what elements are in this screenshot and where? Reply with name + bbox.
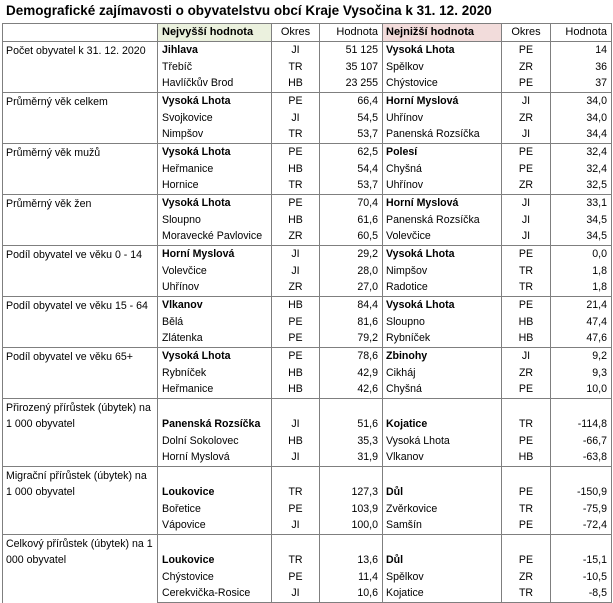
highest-municipality: Bořetice xyxy=(158,501,272,518)
lowest-okres: HB xyxy=(502,331,551,348)
highest-value: 61,6 xyxy=(320,212,383,229)
page-title: Demografické zajímavosti o obyvatelstvu obcí Kraje Vysočina k 31. 12. 2020 xyxy=(6,3,492,18)
lowest-value: 32,4 xyxy=(551,144,612,161)
lowest-municipality: Chyšná xyxy=(383,382,502,399)
header-row xyxy=(3,24,612,42)
lowest-okres: TR xyxy=(502,280,551,297)
highest-municipality: Chýstovice xyxy=(158,569,272,586)
lowest-value: -66,7 xyxy=(551,433,612,450)
lowest-value: 32,4 xyxy=(551,161,612,178)
highest-value: 54,5 xyxy=(320,110,383,127)
highest-municipality: Heřmanice xyxy=(158,161,272,178)
highest-okres: JI xyxy=(272,416,320,433)
lowest-value: -10,5 xyxy=(551,569,612,586)
highest-okres: TR xyxy=(272,484,320,501)
lowest-municipality: Vysoká Lhota xyxy=(383,297,502,314)
lowest-okres: PE xyxy=(502,382,551,399)
lowest-value xyxy=(551,467,612,484)
lowest-okres: HB xyxy=(502,450,551,467)
lowest-value: 47,4 xyxy=(551,314,612,331)
table-body xyxy=(3,42,612,603)
highest-municipality xyxy=(158,535,272,552)
lowest-okres: PE xyxy=(502,297,551,314)
highest-municipality: Zlátenka xyxy=(158,331,272,348)
lowest-okres: PE xyxy=(502,161,551,178)
lowest-value: -150,9 xyxy=(551,484,612,501)
highest-okres: JI xyxy=(272,263,320,280)
highest-okres: PE xyxy=(272,569,320,586)
lowest-municipality: Kojatice xyxy=(383,416,502,433)
header-value-lowest: Hodnota xyxy=(551,24,612,42)
highest-municipality: Cerekvička-Rosice xyxy=(158,586,272,603)
highest-okres: HB xyxy=(272,76,320,93)
lowest-municipality: Sloupno xyxy=(383,314,502,331)
table-row xyxy=(3,93,612,110)
highest-value xyxy=(320,467,383,484)
table-row xyxy=(3,467,612,484)
highest-value: 35,3 xyxy=(320,433,383,450)
lowest-municipality: Spělkov xyxy=(383,569,502,586)
lowest-okres: PE xyxy=(502,246,551,263)
lowest-municipality: Zvěrkovice xyxy=(383,501,502,518)
lowest-municipality: Samšín xyxy=(383,518,502,535)
highest-okres: PE xyxy=(272,331,320,348)
highest-value: 27,0 xyxy=(320,280,383,297)
lowest-municipality: Polesí xyxy=(383,144,502,161)
lowest-municipality: Cikháj xyxy=(383,365,502,382)
highest-okres: TR xyxy=(272,127,320,144)
header-value-highest: Hodnota xyxy=(320,24,383,42)
lowest-okres: PE xyxy=(502,518,551,535)
lowest-municipality: Chyšná xyxy=(383,161,502,178)
lowest-okres: HB xyxy=(502,314,551,331)
lowest-municipality: Horní Myslová xyxy=(383,195,502,212)
lowest-municipality: Nimpšov xyxy=(383,263,502,280)
lowest-municipality: Vysoká Lhota xyxy=(383,433,502,450)
lowest-okres: ZR xyxy=(502,569,551,586)
highest-value: 103,9 xyxy=(320,501,383,518)
lowest-okres xyxy=(502,535,551,552)
highest-value: 51 125 xyxy=(320,42,383,59)
lowest-value: 32,5 xyxy=(551,178,612,195)
highest-okres: HB xyxy=(272,212,320,229)
lowest-municipality: Panenská Rozsíčka xyxy=(383,212,502,229)
highest-value: 62,5 xyxy=(320,144,383,161)
lowest-okres: JI xyxy=(502,212,551,229)
highest-okres: PE xyxy=(272,144,320,161)
lowest-okres: PE xyxy=(502,144,551,161)
highest-okres: PE xyxy=(272,93,320,110)
indicator-label: Počet obyvatel k 31. 12. 2020 xyxy=(3,42,158,93)
highest-okres: HB xyxy=(272,365,320,382)
table-row xyxy=(3,348,612,365)
lowest-value: -8,5 xyxy=(551,586,612,603)
highest-okres: PE xyxy=(272,501,320,518)
lowest-municipality: Vlkanov xyxy=(383,450,502,467)
highest-okres: JI xyxy=(272,246,320,263)
lowest-municipality xyxy=(383,467,502,484)
lowest-value: 34,0 xyxy=(551,110,612,127)
highest-value xyxy=(320,535,383,552)
highest-municipality: Vlkanov xyxy=(158,297,272,314)
table-row xyxy=(3,246,612,263)
highest-okres: ZR xyxy=(272,280,320,297)
lowest-value xyxy=(551,535,612,552)
lowest-value: 9,3 xyxy=(551,365,612,382)
highest-okres: PE xyxy=(272,314,320,331)
lowest-okres: TR xyxy=(502,501,551,518)
lowest-value: 34,0 xyxy=(551,93,612,110)
header-highest: Nejvyšší hodnota xyxy=(158,24,272,42)
table-row xyxy=(3,399,612,416)
indicator-label: Podíl obyvatel ve věku 0 - 14 xyxy=(3,246,158,297)
highest-municipality: Třebíč xyxy=(158,59,272,76)
highest-value: 81,6 xyxy=(320,314,383,331)
highest-municipality: Vysoká Lhota xyxy=(158,195,272,212)
table-row xyxy=(3,144,612,161)
lowest-value: 34,4 xyxy=(551,127,612,144)
lowest-municipality: Důl xyxy=(383,484,502,501)
lowest-municipality: Uhřínov xyxy=(383,110,502,127)
highest-okres xyxy=(272,535,320,552)
highest-okres: PE xyxy=(272,348,320,365)
highest-value: 13,6 xyxy=(320,552,383,569)
highest-municipality: Jihlava xyxy=(158,42,272,59)
lowest-municipality: Panenská Rozsíčka xyxy=(383,127,502,144)
highest-value: 84,4 xyxy=(320,297,383,314)
table-row xyxy=(3,535,612,552)
lowest-value: 34,5 xyxy=(551,229,612,246)
lowest-value: -114,8 xyxy=(551,416,612,433)
highest-value: 53,7 xyxy=(320,178,383,195)
lowest-okres: ZR xyxy=(502,59,551,76)
lowest-okres: PE xyxy=(502,552,551,569)
highest-value: 51,6 xyxy=(320,416,383,433)
lowest-value: -15,1 xyxy=(551,552,612,569)
demographics-table xyxy=(2,23,612,603)
highest-municipality: Hornice xyxy=(158,178,272,195)
highest-municipality: Nimpšov xyxy=(158,127,272,144)
lowest-municipality: Vysoká Lhota xyxy=(383,246,502,263)
header-blank xyxy=(3,24,158,42)
header-okres-highest: Okres xyxy=(272,24,320,42)
highest-municipality: Vysoká Lhota xyxy=(158,144,272,161)
lowest-okres: ZR xyxy=(502,365,551,382)
highest-municipality: Panenská Rozsíčka xyxy=(158,416,272,433)
highest-municipality: Vysoká Lhota xyxy=(158,93,272,110)
lowest-municipality: Chýstovice xyxy=(383,76,502,93)
lowest-okres: ZR xyxy=(502,110,551,127)
highest-value: 11,4 xyxy=(320,569,383,586)
lowest-okres: ZR xyxy=(502,178,551,195)
lowest-okres: JI xyxy=(502,195,551,212)
lowest-value: 37 xyxy=(551,76,612,93)
indicator-label: Podíl obyvatel ve věku 65+ xyxy=(3,348,158,399)
highest-okres: JI xyxy=(272,110,320,127)
highest-okres xyxy=(272,467,320,484)
indicator-label: Podíl obyvatel ve věku 15 - 64 xyxy=(3,297,158,348)
lowest-value: -63,8 xyxy=(551,450,612,467)
highest-value: 54,4 xyxy=(320,161,383,178)
lowest-municipality: Vysoká Lhota xyxy=(383,42,502,59)
lowest-okres: TR xyxy=(502,263,551,280)
header-lowest: Nejnižší hodnota xyxy=(383,24,502,42)
highest-okres: TR xyxy=(272,178,320,195)
highest-municipality xyxy=(158,399,272,416)
highest-value: 28,0 xyxy=(320,263,383,280)
lowest-municipality: Radotice xyxy=(383,280,502,297)
highest-okres: HB xyxy=(272,297,320,314)
lowest-okres: PE xyxy=(502,76,551,93)
highest-okres: TR xyxy=(272,552,320,569)
lowest-okres: JI xyxy=(502,229,551,246)
highest-value: 31,9 xyxy=(320,450,383,467)
table-row xyxy=(3,195,612,212)
lowest-municipality: Kojatice xyxy=(383,586,502,603)
highest-okres xyxy=(272,399,320,416)
highest-value: 60,5 xyxy=(320,229,383,246)
highest-municipality: Havlíčkův Brod xyxy=(158,76,272,93)
lowest-value: 0,0 xyxy=(551,246,612,263)
lowest-value: -72,4 xyxy=(551,518,612,535)
highest-municipality: Svojkovice xyxy=(158,110,272,127)
lowest-municipality: Zbinohy xyxy=(383,348,502,365)
highest-value: 70,4 xyxy=(320,195,383,212)
highest-value: 127,3 xyxy=(320,484,383,501)
table-row xyxy=(3,297,612,314)
highest-municipality: Horní Myslová xyxy=(158,246,272,263)
lowest-value: 10,0 xyxy=(551,382,612,399)
indicator-label: Migrační přírůstek (úbytek) na 1 000 obyvatel xyxy=(3,467,158,535)
indicator-label: Celkový přírůstek (úbytek) na 1 000 obyvatel xyxy=(3,535,158,603)
indicator-label: Přirozený přírůstek (úbytek) na 1 000 obyvatel xyxy=(3,399,158,467)
highest-municipality: Rybníček xyxy=(158,365,272,382)
header-okres-lowest: Okres xyxy=(502,24,551,42)
highest-municipality: Uhřínov xyxy=(158,280,272,297)
lowest-municipality: Volevčice xyxy=(383,229,502,246)
highest-municipality: Sloupno xyxy=(158,212,272,229)
highest-value: 23 255 xyxy=(320,76,383,93)
highest-municipality: Dolní Sokolovec xyxy=(158,433,272,450)
highest-okres: JI xyxy=(272,450,320,467)
lowest-value: 1,8 xyxy=(551,280,612,297)
lowest-value: -75,9 xyxy=(551,501,612,518)
lowest-value: 33,1 xyxy=(551,195,612,212)
lowest-municipality: Rybníček xyxy=(383,331,502,348)
highest-okres: PE xyxy=(272,195,320,212)
highest-value: 29,2 xyxy=(320,246,383,263)
lowest-value: 36 xyxy=(551,59,612,76)
lowest-okres xyxy=(502,467,551,484)
highest-okres: HB xyxy=(272,433,320,450)
highest-value: 35 107 xyxy=(320,59,383,76)
lowest-value xyxy=(551,399,612,416)
highest-municipality xyxy=(158,467,272,484)
lowest-municipality xyxy=(383,535,502,552)
highest-okres: JI xyxy=(272,518,320,535)
highest-okres: ZR xyxy=(272,229,320,246)
lowest-municipality: Spělkov xyxy=(383,59,502,76)
highest-okres: JI xyxy=(272,586,320,603)
lowest-municipality: Horní Myslová xyxy=(383,93,502,110)
highest-value: 100,0 xyxy=(320,518,383,535)
highest-okres: HB xyxy=(272,382,320,399)
highest-value: 42,6 xyxy=(320,382,383,399)
highest-okres: TR xyxy=(272,59,320,76)
lowest-value: 47,6 xyxy=(551,331,612,348)
lowest-value: 34,5 xyxy=(551,212,612,229)
lowest-okres xyxy=(502,399,551,416)
indicator-label: Průměrný věk celkem xyxy=(3,93,158,144)
lowest-okres: PE xyxy=(502,484,551,501)
highest-municipality: Volevčice xyxy=(158,263,272,280)
highest-okres: HB xyxy=(272,161,320,178)
highest-municipality: Loukovice xyxy=(158,484,272,501)
table-row xyxy=(3,42,612,59)
lowest-okres: TR xyxy=(502,586,551,603)
lowest-municipality xyxy=(383,399,502,416)
lowest-okres: JI xyxy=(502,93,551,110)
lowest-okres: JI xyxy=(502,348,551,365)
lowest-value: 1,8 xyxy=(551,263,612,280)
highest-municipality: Vápovice xyxy=(158,518,272,535)
highest-value: 42,9 xyxy=(320,365,383,382)
indicator-label: Průměrný věk žen xyxy=(3,195,158,246)
lowest-okres: JI xyxy=(502,127,551,144)
lowest-okres: TR xyxy=(502,416,551,433)
highest-municipality: Vysoká Lhota xyxy=(158,348,272,365)
highest-municipality: Moravecké Pavlovice xyxy=(158,229,272,246)
highest-municipality: Horní Myslová xyxy=(158,450,272,467)
lowest-value: 21,4 xyxy=(551,297,612,314)
highest-value xyxy=(320,399,383,416)
lowest-okres: PE xyxy=(502,433,551,450)
highest-municipality: Loukovice xyxy=(158,552,272,569)
indicator-label: Průměrný věk mužů xyxy=(3,144,158,195)
highest-value: 53,7 xyxy=(320,127,383,144)
highest-value: 10,6 xyxy=(320,586,383,603)
lowest-municipality: Uhřínov xyxy=(383,178,502,195)
lowest-value: 14 xyxy=(551,42,612,59)
highest-value: 79,2 xyxy=(320,331,383,348)
highest-municipality: Bělá xyxy=(158,314,272,331)
lowest-value: 9,2 xyxy=(551,348,612,365)
highest-value: 66,4 xyxy=(320,93,383,110)
highest-okres: JI xyxy=(272,42,320,59)
highest-municipality: Heřmanice xyxy=(158,382,272,399)
lowest-municipality: Důl xyxy=(383,552,502,569)
highest-value: 78,6 xyxy=(320,348,383,365)
lowest-okres: PE xyxy=(502,42,551,59)
